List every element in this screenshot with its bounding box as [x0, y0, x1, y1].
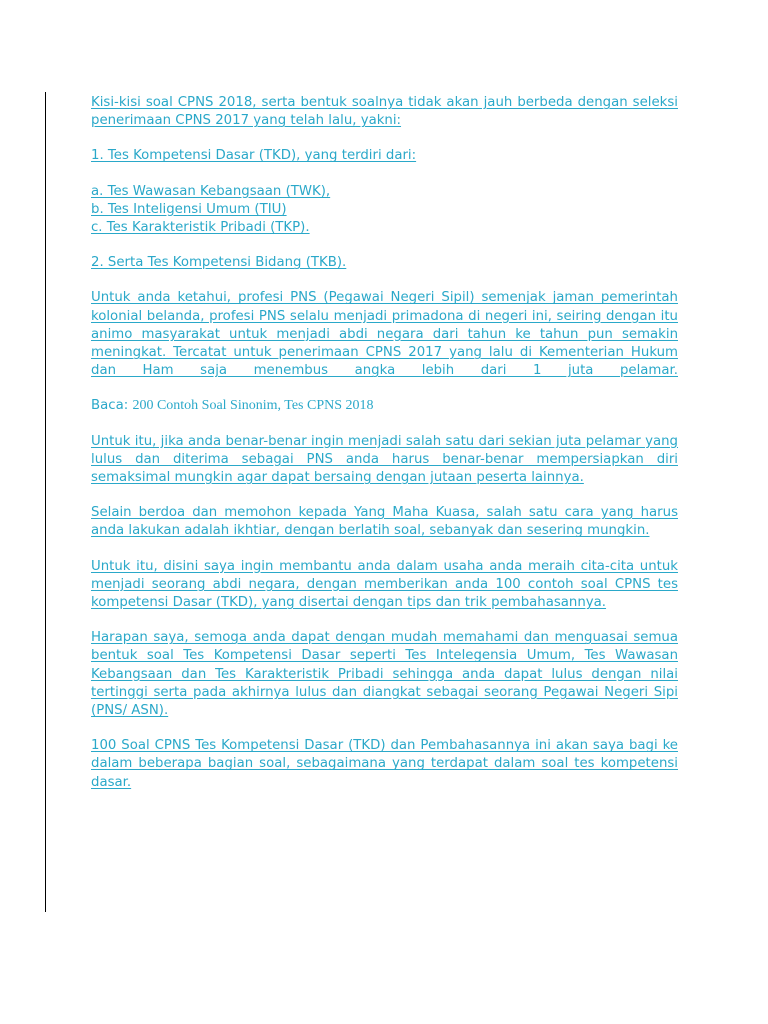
point-2-tkb[interactable]: 2. Serta Tes Kompetensi Bidang (TKB). — [91, 255, 347, 271]
related-article-link[interactable]: 200 Contoh Soal Sinonim, Tes CPNS 2018 — [132, 398, 374, 414]
list-item-tkp[interactable]: c. Tes Karakteristik Pribadi (TKP). — [91, 220, 310, 236]
pray-paragraph[interactable]: Selain berdoa dan memohon kepada Yang Maha Kuasa, salah satu cara yang harus anda lakukan adalah ikhtiar, dengan berlatih soal, sebanyak dan sesering mungkin. — [91, 505, 678, 539]
related-link-line — [91, 397, 678, 415]
history-paragraph[interactable]: Untuk anda ketahui, profesi PNS (Pegawai Negeri Sipil) semenjak jaman pemerintah kolonial belanda, profesi PNS selalu menjadi primadona di negeri ini, seiring dengan itu animo masyarakat untuk menjadi abdi negara dari tahun ke tahun pun semakin meningkat. Tercatat untuk penerimaan CPNS 2017 yang lalu di Kementerian Hukum dan Ham saja menembus angka lebih dari 1 juta pelamar. — [91, 290, 678, 379]
baca-label: Baca: — [91, 398, 133, 414]
page-margin-rule — [45, 92, 46, 912]
tkd-subitem-list — [91, 183, 678, 238]
hope-paragraph[interactable]: Harapan saya, semoga anda dapat dengan mudah memahami dan menguasai semua bentuk soal Tes Kompetensi Dasar seperti Tes Intelegensia Umum, Tes Wawasan Kebangsaan dan Tes Karakteristik Pribadi sehingga anda dapat lulus dengan nilai tertinggi serta pada akhirnya lulus dan diangkat sebagai seorang Pegawai Negeri Sipi (PNS/ ASN). — [91, 630, 678, 719]
prepare-paragraph[interactable]: Untuk itu, jika anda benar-benar ingin menjadi salah satu dari sekian juta pelamar yang lulus dan diterima sebagai PNS anda harus benar-benar mempersiapkan diri semaksimal mungkin agar dapat bersaing dengan jutaan peserta lainnya. — [91, 433, 678, 486]
intro-paragraph[interactable]: Kisi-kisi soal CPNS 2018, serta bentuk soalnya tidak akan jauh berbeda dengan seleksi penerimaan CPNS 2017 yang telah lalu, yakni: — [91, 95, 678, 129]
list-item-tiu[interactable]: b. Tes Inteligensi Umum (TIU) — [91, 201, 287, 217]
point-1-tkd[interactable]: 1. Tes Kompetensi Dasar (TKD), yang terdiri dari: — [91, 148, 417, 164]
list-item-twk[interactable]: a. Tes Wawasan Kebangsaan (TWK), — [91, 183, 331, 199]
help-paragraph[interactable]: Untuk itu, disini saya ingin membantu anda dalam usaha anda meraih cita-cita untuk menjadi seorang abdi negara, dengan memberikan anda 100 contoh soal CPNS tes kompetensi Dasar (TKD), yang disertai dengan tips dan trik pembahasannya. — [91, 558, 678, 611]
document-body — [91, 94, 678, 809]
closing-paragraph[interactable]: 100 Soal CPNS Tes Kompetensi Dasar (TKD) dan Pembahasannya ini akan saya bagi ke dalam beberapa bagian soal, sebagaimana yang terdapat dalam soal tes kompetensi dasar. — [91, 738, 678, 790]
